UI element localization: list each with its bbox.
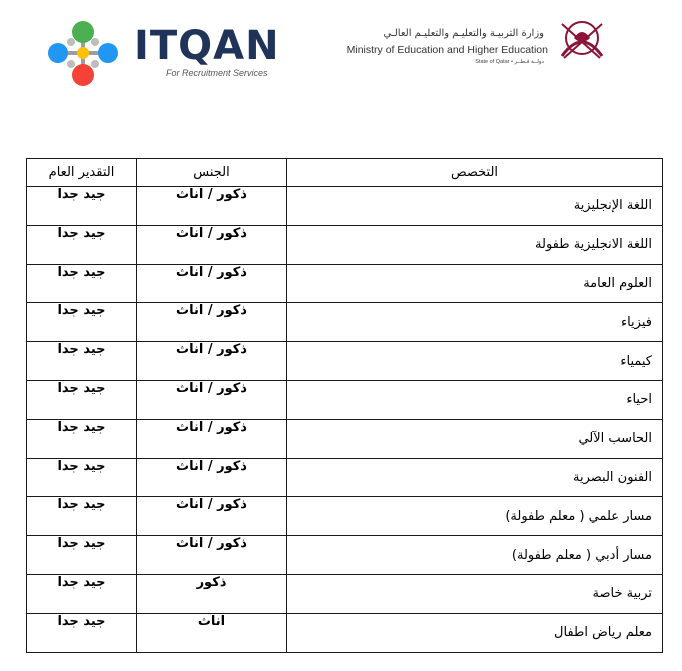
ministry-state-label: State of Qatar • دولــة قـطــر (475, 59, 544, 65)
cell-grade: جيد جدا (27, 342, 137, 381)
cell-specialization: الحاسب الآلي (287, 419, 663, 458)
itqan-logo-mark-icon (38, 18, 128, 88)
table-header-row (27, 159, 663, 187)
cell-grade: جيد جدا (27, 225, 137, 264)
table-row (27, 419, 663, 458)
cell-specialization: العلوم العامة (287, 264, 663, 303)
table-row (27, 380, 663, 419)
cell-grade: جيد جدا (27, 536, 137, 575)
page-header (0, 0, 682, 100)
cell-gender: ذكور / اناث (137, 187, 287, 226)
table-row (27, 458, 663, 497)
table-row (27, 497, 663, 536)
cell-specialization: معلم رياض اطفال (287, 613, 663, 652)
cell-grade: جيد جدا (27, 303, 137, 342)
cell-grade: جيد جدا (27, 574, 137, 613)
cell-specialization: اللغة الإنجليزية (287, 187, 663, 226)
cell-specialization: مسار أدبي ( معلم طفولة) (287, 536, 663, 575)
table-row (27, 264, 663, 303)
cell-gender: ذكور / اناث (137, 303, 287, 342)
cell-grade: جيد جدا (27, 380, 137, 419)
cell-gender: ذكور / اناث (137, 458, 287, 497)
cell-grade: جيد جدا (27, 419, 137, 458)
ministry-name-arabic: وزارة التربيـة والتعليـم والتعليـم العالـي (383, 28, 544, 39)
specialization-table (26, 158, 663, 653)
table-row (27, 303, 663, 342)
ministry-name-english: Ministry of Education and Higher Education (346, 44, 548, 56)
cell-grade: جيد جدا (27, 613, 137, 652)
cell-grade: جيد جدا (27, 458, 137, 497)
cell-grade: جيد جدا (27, 497, 137, 536)
cell-gender: ذكور / اناث (137, 419, 287, 458)
table-row (27, 574, 663, 613)
table-row (27, 187, 663, 226)
column-header-grade: التقدير العام (27, 159, 137, 187)
cell-gender: ذكور / اناث (137, 264, 287, 303)
cell-gender: ذكور / اناث (137, 380, 287, 419)
column-header-specialization: التخصص (287, 159, 663, 187)
cell-specialization: فيزياء (287, 303, 663, 342)
cell-gender: ذكور / اناث (137, 342, 287, 381)
cell-gender: ذكور / اناث (137, 497, 287, 536)
cell-grade: جيد جدا (27, 187, 137, 226)
cell-specialization: الفنون البصرية (287, 458, 663, 497)
cell-gender: ذكور (137, 574, 287, 613)
cell-specialization: مسار علمي ( معلم طفولة) (287, 497, 663, 536)
column-header-gender: الجنس (137, 159, 287, 187)
cell-grade: جيد جدا (27, 264, 137, 303)
itqan-tagline: For Recruitment Services (166, 68, 268, 78)
table-row (27, 342, 663, 381)
cell-specialization: احياء (287, 380, 663, 419)
itqan-logo (38, 18, 298, 88)
table-row (27, 613, 663, 652)
cell-specialization: تربية خاصة (287, 574, 663, 613)
table-row (27, 536, 663, 575)
itqan-wordmark: ITQAN (134, 23, 280, 69)
cell-gender: اناث (137, 613, 287, 652)
cell-gender: ذكور / اناث (137, 536, 287, 575)
qatar-emblem-icon (554, 18, 610, 62)
cell-specialization: اللغة الانجليزية طفولة (287, 225, 663, 264)
cell-gender: ذكور / اناث (137, 225, 287, 264)
table-row (27, 225, 663, 264)
cell-specialization: كيمياء (287, 342, 663, 381)
ministry-logo (320, 18, 610, 68)
